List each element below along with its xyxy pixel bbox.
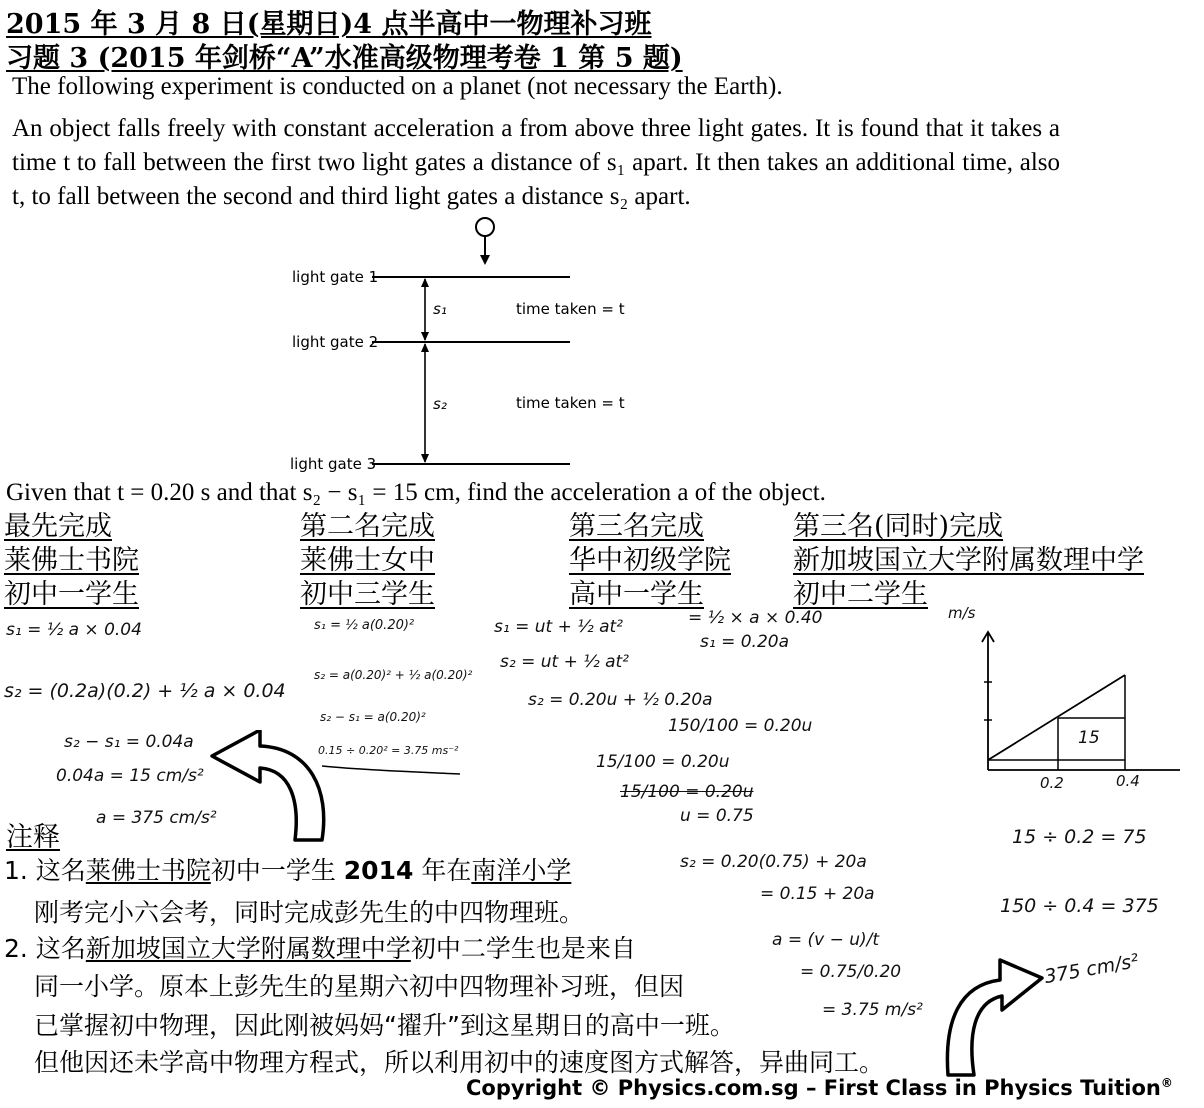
note-1-school: 莱佛士书院 <box>85 856 211 885</box>
hw3c-line-2: = 0.15 + 20a <box>760 884 875 904</box>
level-4: 初中二学生 <box>793 579 928 610</box>
header-line-1: 2015 年 3 月 8 日(星期日)4 点半高中一物理补习班 <box>6 9 652 40</box>
registered-mark: ® <box>1160 1076 1173 1090</box>
note-2-line-3: 已掌握初中物理，因此刚被妈妈“擢升”到这星期日的高中一班。 <box>34 1011 735 1040</box>
hw2-line-4: 0.15 ÷ 0.20² = 3.75 ms⁻² <box>318 744 459 757</box>
rank-3: 第三名完成 <box>569 511 704 542</box>
school-4: 新加坡国立大学附属数理中学 <box>793 545 1144 576</box>
hw1-line-5: a = 375 cm/s² <box>96 808 217 828</box>
hw1-line-1: s₁ = ½ a × 0.04 <box>6 620 142 640</box>
note-1-mid2: 年在 <box>413 856 472 885</box>
hw1-line-4: 0.04a = 15 cm/s² <box>56 766 204 786</box>
note-2-post: 初中二学生也是来自 <box>410 934 636 963</box>
note-1-school2: 南洋小学 <box>471 856 572 885</box>
ranking-col-2 <box>300 510 435 612</box>
graph-tick-0-4: 0.4 <box>1116 772 1140 790</box>
hw3c-line-5: = 3.75 m/s² <box>822 1000 923 1020</box>
ranking-col-1 <box>4 510 139 612</box>
rank-4: 第三名(同时)完成 <box>793 511 1004 542</box>
note-1-year: 2014 <box>343 856 414 885</box>
hw3-line-6: u = 0.75 <box>680 806 754 826</box>
hw3c-line-1: s₂ = 0.20(0.75) + 20a <box>680 852 867 872</box>
hw3-line-2: s₂ = ut + ½ at² <box>500 652 629 672</box>
hw3-line-1: s₁ = ut + ½ at² <box>494 617 623 637</box>
rank-2: 第二名完成 <box>300 511 435 542</box>
hw2-line-3: s₂ − s₁ = a(0.20)² <box>320 710 426 724</box>
note-1-prefix: 1. 这名 <box>4 856 86 885</box>
hw3b-line-3: 150/100 = 0.20u <box>668 716 813 736</box>
problem-question: Given that t = 0.20 s and that s₂ − s₁ = 15 cm, find the acceleration a of the object. <box>6 479 826 506</box>
graph-area-label: 15 <box>1078 728 1100 748</box>
header-line-2: 习题 3 (2015 年剑桥“A”水准高级物理考卷 1 第 5 题) <box>6 43 683 74</box>
problem-intro: The following experiment is conducted on a planet (not necessary the Earth). <box>12 73 783 100</box>
hw3c-line-3: a = (v − u)/t <box>772 930 880 950</box>
hw3-line-4: 15/100 = 0.20u <box>596 752 730 772</box>
s2-label: s₂ <box>433 395 447 413</box>
gate-2-label: light gate 2 <box>292 333 379 351</box>
note-2-line-1 <box>4 931 636 967</box>
problem-body: An object falls freely with constant acceleration a from above three light gates. It is found that it takes a time t to fall between the first two light gates a distance of s₁ apart. It then takes an additional time, also t, to fall between the second and third light gates a distance s₂ apart. <box>12 115 1060 210</box>
curved-arrow-right-icon <box>940 940 1050 1080</box>
copyright-text: Copyright © Physics.com.sg – First Class in Physics Tuition <box>466 1076 1161 1100</box>
hw3-line-3: s₂ = 0.20u + ½ 0.20a <box>528 690 713 710</box>
graph-axis-unit: m/s <box>948 604 976 622</box>
level-1: 初中一学生 <box>4 579 139 610</box>
hw4-line-3: 375 cm/s² <box>1042 949 1141 989</box>
hw4-line-1: 15 ÷ 0.2 = 75 <box>1012 826 1147 848</box>
s1-label: s₁ <box>433 300 447 318</box>
velocity-time-graph <box>960 620 1200 790</box>
note-1-line-1 <box>4 853 571 889</box>
hw3-line-5: 15/100 = 0.20u <box>620 782 754 802</box>
note-1-mid: 初中一学生 <box>210 856 344 885</box>
hw2-line-2: s₂ = a(0.20)² + ½ a(0.20)² <box>314 668 473 682</box>
note-1-line-2: 刚考完小六会考，同时完成彭先生的中四物理班。 <box>34 898 585 927</box>
notes-heading: 注释 <box>6 822 60 853</box>
school-1: 莱佛士书院 <box>4 545 139 576</box>
rank-1: 最先完成 <box>4 511 112 542</box>
hw1-line-2: s₂ = (0.2a)(0.2) + ½ a × 0.04 <box>4 680 286 702</box>
copyright-footer <box>466 1076 1173 1100</box>
ranking-col-4 <box>793 510 1144 612</box>
note-2-line-4: 但他因还未学高中物理方程式，所以利用初中的速度图方式解答，异曲同工。 <box>34 1048 885 1077</box>
gate-1-label: light gate 1 <box>292 268 379 286</box>
school-2: 莱佛士女中 <box>300 545 435 576</box>
ranking-col-3 <box>569 510 731 612</box>
graph-tick-0-2: 0.2 <box>1040 774 1064 792</box>
hw2-underline <box>320 760 470 780</box>
hw3c-line-4: = 0.75/0.20 <box>800 962 902 982</box>
hw4-line-2: 150 ÷ 0.4 = 375 <box>1000 895 1159 917</box>
note-2-line-2: 同一小学。原本上彭先生的星期六初中四物理补习班，但因 <box>34 972 685 1001</box>
level-2: 初中三学生 <box>300 579 435 610</box>
time-label-2: time taken = t <box>516 394 625 412</box>
hw2-line-1: s₁ = ½ a(0.20)² <box>314 618 415 633</box>
hw3b-line-1: = ½ × a × 0.40 <box>688 608 823 628</box>
level-3: 高中一学生 <box>569 579 704 610</box>
hw1-line-3: s₂ − s₁ = 0.04a <box>64 732 194 752</box>
hw3b-line-2: s₁ = 0.20a <box>700 632 789 652</box>
school-3: 华中初级学院 <box>569 545 731 576</box>
time-label-1: time taken = t <box>516 300 625 318</box>
falling-object-icon <box>476 218 494 236</box>
note-2-school: 新加坡国立大学附属数理中学 <box>85 934 411 963</box>
note-2-prefix: 2. 这名 <box>4 934 86 963</box>
gate-3-label: light gate 3 <box>290 455 377 473</box>
